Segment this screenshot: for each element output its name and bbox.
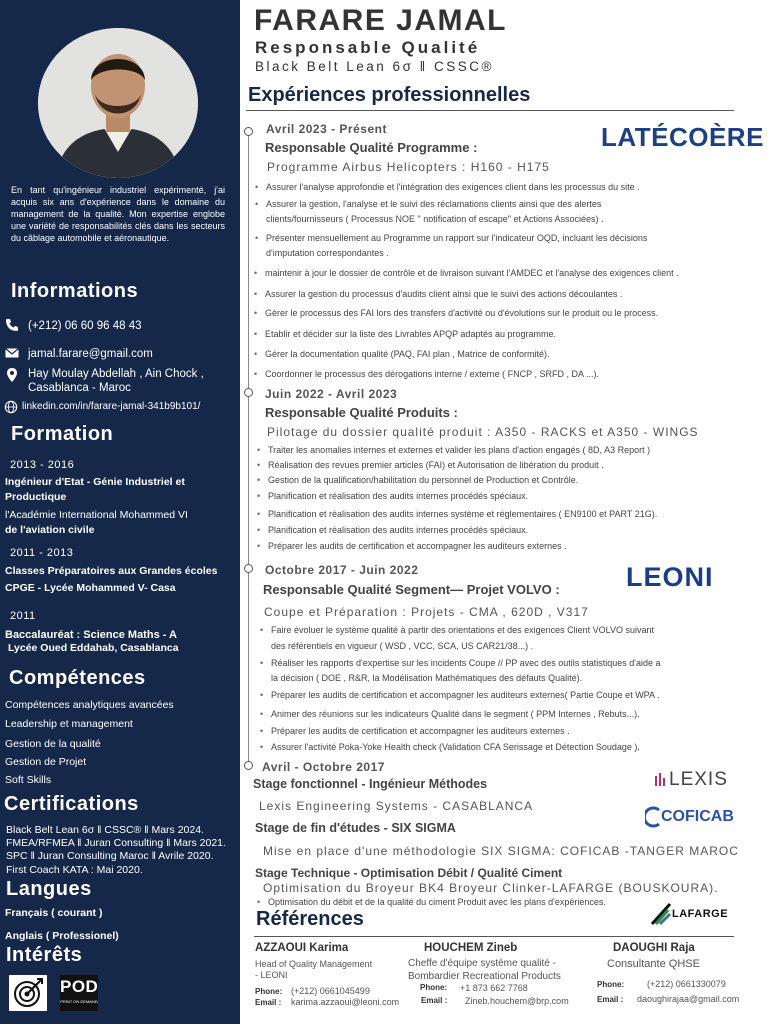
formation-2-dates: 2011 - 2013 (10, 547, 74, 559)
stage-3-bullet: • Optimisation du débit et de la qualité du ciment Produit avec les plans d'expériences. (268, 895, 606, 911)
address-line-1: Hay Moulay Abdellah , Ain Chock , (28, 368, 204, 380)
exp-1-title: Responsable Qualité Programme : (265, 140, 478, 155)
langue-item: Français ( courant ) (5, 907, 103, 919)
latecoere-logo: LATÉCOÈRE (601, 122, 764, 152)
exp-2-dates: Juin 2022 - Avril 2023 (265, 387, 398, 401)
lafarge-mark-icon (650, 902, 672, 926)
email-icon (4, 345, 20, 361)
reference-1-email-label: Email : (255, 998, 282, 1007)
competence-item: Compétences analytiques avancées (5, 699, 174, 711)
competences-heading: Compétences (9, 667, 146, 689)
exp-2-bullet: • Planification et réalisation des audits internes procédés spéciaux. (268, 523, 528, 539)
person-certs: Black Belt Lean 6σ ‖ CSSC® (255, 59, 494, 74)
globe-icon (4, 400, 18, 414)
certifications-list (6, 824, 226, 877)
exp-1-bullet: • Assurer la gestion, l'analyse et le suivi des réclamations clients ainsi que des alertes (266, 197, 601, 213)
certifications-heading: Certifications (4, 793, 139, 815)
exp-2-bullet: • Réalisation des revues premier articles (FAI) et Autorisation de libération du produit . (268, 458, 604, 474)
certification-item: SPC ‖ Juran Consulting Maroc ‖ Avrile 2020. (6, 850, 214, 863)
profile-photo (38, 28, 198, 178)
exp-1-bullet: • maintenir à jour le dossier de contrôle et de livraison suivant l'AMDEC et l'analyse des exigences client . (265, 266, 679, 282)
target-icon (9, 975, 47, 1011)
exp-1-bullet: • Assurer la gestion du processus d'audits client ainsi que le suivi des actions découlantes . (265, 287, 622, 303)
reference-3-phone[interactable]: (+212) 0661330079 (647, 979, 726, 989)
formation-3-dates: 2011 (10, 610, 36, 622)
exp-3-bullet: • Assurer l'activité Poka-Yoke Health check (Validation CFA Serissage et Détection Soudage ). (271, 740, 640, 756)
competence-item: Soft Skills (5, 774, 52, 786)
exp-1-bullet-cont: clients/fournisseurs ( Processus NOE " notification of escape" et Actions Associées) . (266, 214, 604, 224)
references-heading: Références (256, 908, 364, 930)
formation-2-degree: Classes Préparatoires aux Grandes écoles (5, 565, 218, 577)
interets-heading: Intérêts (6, 944, 83, 966)
exp-3-bullet-cont: la décision ( DOE , R&R, la Modélisation Mathématiques des défauts Qualité). (271, 673, 583, 683)
reference-3-name: DAOUGHI Raja (613, 942, 695, 954)
competence-item: Gestion de la qualité (5, 738, 101, 750)
exp-3-bullet: • Préparer les audits de certification et accompagner les auditeurs externes . (271, 724, 570, 740)
certification-item: Black Belt Lean 6σ ‖ CSSC® ‖ Mars 2024. (6, 824, 204, 836)
reference-1-phone-label: Phone: (255, 987, 283, 996)
reference-3-email-label: Email : (597, 995, 624, 1004)
leoni-logo: LEONI (626, 562, 714, 592)
exp-3-dates: Octobre 2017 - Juin 2022 (265, 563, 419, 577)
exp-4-dates: Avril - Octobre 2017 (262, 760, 385, 774)
email-address[interactable]: jamal.farare@gmail.com (28, 348, 153, 360)
lafarge-logo: LAFARGE (650, 902, 728, 926)
coficab-mark-icon (645, 806, 661, 828)
reference-1-phone[interactable]: (+212) 0661045499 (291, 986, 370, 996)
exp-3-title: Responsable Qualité Segment— Projet VOLVO : (263, 582, 560, 597)
exp-1-dates: Avril 2023 - Présent (266, 122, 387, 136)
langue-item: Anglais ( Professionel) (5, 930, 119, 942)
timeline-dot (244, 564, 253, 573)
reference-3-phone-label: Phone: (597, 980, 625, 989)
formation-1-school: l'Académie International Mohammed VI de l'aviation civile (5, 509, 188, 536)
exp-1-bullet: • Gérer le processus des FAI lors des transfers d'activité ou d'évolutions sur le produit ou le process. (265, 306, 658, 322)
exp-3-bullet-cont: des référentiels en vigueur ( WSD , VCC, SCA, US CAR21/38...) . (271, 641, 534, 651)
lexis-mark-icon (655, 772, 669, 788)
exp-3-bullet: • Préparer les audits de certification et accompagner les auditeurs externes( Partie Coupe et WPA . (271, 688, 660, 704)
certification-item: First Coach KATA : Mai 2020. (6, 863, 143, 876)
exp-1-bullet: • Coordonner le processus des dérogations interne / externe ( FNCP , SRFD , DA ...). (265, 367, 599, 383)
competence-item: Gestion de Projet (5, 756, 87, 768)
exp-1-bullet: • Présenter mensuellement au Programme un rapport sur l'indicateur OQD, incluant les décisions (266, 231, 647, 247)
person-name: FARARE JAMAL (254, 4, 508, 37)
phone-icon (4, 317, 20, 333)
experience-heading: Expériences professionnelles (248, 84, 531, 106)
exp-2-bullet: • Planification et réalisation des audits internes système et réglementaires ( EN9100 et PART 21G). (268, 507, 657, 523)
informations-heading: Informations (11, 280, 139, 302)
reference-2-role: Cheffe d'équipe système qualité - Bombardier Recreational Products (408, 958, 561, 982)
section-divider (246, 110, 734, 111)
exp-3-bullet: • Animer des réunions sur les indicateurs Qualité dans le segment ( PPM Internes , Rebuts...). (271, 707, 640, 723)
coficab-logo: COFICAB (645, 806, 734, 828)
stage-1-title: Stage fonctionnel - Ingénieur Méthodes (253, 777, 488, 791)
reference-3-email[interactable]: daoughirajaa@gmail.com (637, 994, 740, 1004)
reference-1-role: Head of Quality Management - LEONI (255, 959, 373, 980)
reference-2-email-label: Email : (421, 996, 448, 1005)
sidebar (0, 0, 240, 1024)
reference-1-name: AZZAOUI Karima (255, 942, 349, 954)
exp-3-bullet: • Réaliser les rapports d'expertise sur les incidents Coupe // PP avec des outils statistiques d'aide a (271, 656, 660, 672)
references-divider (254, 936, 734, 937)
exp-2-bullet: • Traiter les anomalies internes et externes et valider les plans d'action engagés ( 8D, A3 Report ) (268, 443, 650, 459)
formation-2-school: CPGE - Lycée Mohammed V- Casa (5, 582, 176, 594)
certification-item: FMEA/RFMEA ‖ Juran Consulting ‖ Mars 2021. (6, 837, 226, 850)
formation-heading: Formation (11, 423, 114, 445)
exp-1-bullet: • Assurer l'analyse approfondie et l'intégration des exigences client dans les processus du site . (266, 180, 640, 196)
address-line-2: Casablanca - Maroc (28, 382, 131, 394)
timeline-dot (244, 127, 253, 136)
reference-2-email[interactable]: Zineb.houchem@brp.com (465, 996, 569, 1006)
competence-item: Leadership et management (5, 718, 133, 730)
reference-2-name: HOUCHEM Zineb (424, 942, 518, 954)
stage-1-subtitle: Lexis Engineering Systems - CASABLANCA (259, 799, 534, 813)
location-pin-icon (4, 367, 20, 383)
phone-number[interactable]: (+212) 06 60 96 48 43 (28, 320, 142, 332)
linkedin-link[interactable]: linkedin.com/in/farare-jamal-341b9b101/ (22, 401, 201, 412)
formation-3-degree: Baccalauréat : Science Maths - A (5, 629, 177, 641)
formation-1-degree: Ingénieur d'Etat - Génie Industriel et Productique (5, 476, 185, 503)
reference-2-phone[interactable]: +1 873 662 7768 (460, 983, 528, 993)
profile-summary: En tant qu'ingénieur industriel expérimenté, j'ai acquis six ans d'expérience dans le domaine du management de la qualité. Mon expertise englobe une variété de responsabilités clés dans les secteurs du câblage automobile et aéronautique. (11, 185, 225, 243)
person-role: Responsable Qualité (255, 38, 481, 57)
formation-1-dates: 2013 - 2016 (10, 459, 75, 471)
exp-2-bullet: • Planification et réalisation des audits internes procédés spéciaux. (268, 489, 528, 505)
exp-1-bullet: • Etablir et décider sur la liste des Livrables APQP adaptés au programme. (265, 327, 556, 343)
timeline-dot (244, 388, 253, 397)
stage-2-subtitle: Mise en place d'une méthodologie SIX SIGMA: COFICAB -TANGER MAROC (263, 844, 739, 858)
reference-3-role: Consultante QHSE (607, 958, 700, 970)
stage-3-subtitle: Optimisation du Broyeur BK4 Broyeur Clinker-LAFARGE (BOUSKOURA). (263, 881, 719, 895)
exp-3-subtitle: Coupe et Préparation : Projets - CMA , 620D , V317 (264, 605, 589, 619)
exp-2-bullet: • Préparer les audits de certification et accompagner les auditeurs externes . (268, 539, 567, 555)
exp-1-bullet: • Gérer la documentation qualité (PAQ, FAI plan , Matrice de conformité). (265, 347, 549, 363)
exp-2-subtitle: Pilotage du dossier qualité produit : A350 - RACKS et A350 - WINGS (267, 425, 699, 439)
stage-3-title: Stage Technique - Optimisation Débit / Qualité Ciment (255, 866, 563, 880)
stage-2-title: Stage de fin d'études - SIX SIGMA (255, 821, 456, 835)
exp-2-title: Responsable Qualité Produits : (265, 405, 458, 420)
lexis-logo: LEXIS (655, 769, 728, 791)
reference-2-phone-label: Phone: (420, 983, 448, 992)
exp-2-bullet: • Gestion de la qualification/habilitation du personnel de Production et Contrôle. (268, 473, 578, 489)
pod-logo: POD PRINT ON DEMAND (60, 975, 98, 1011)
langues-heading: Langues (6, 878, 92, 900)
formation-3-school: Lycée Oued Eddahab, Casablanca (8, 642, 179, 654)
exp-3-bullet: • Faire évoluer le système qualité à partir des orientations et des exigences Client VOLVO suivant (271, 623, 654, 639)
timeline-line (248, 128, 249, 768)
timeline-dot (244, 761, 253, 770)
exp-1-bullet-cont: d'imputation correspondantes . (266, 248, 389, 258)
reference-1-email[interactable]: karima.azzaoui@leoni.com (291, 997, 400, 1007)
exp-1-subtitle: Programme Airbus Helicopters : H160 - H175 (267, 160, 550, 174)
